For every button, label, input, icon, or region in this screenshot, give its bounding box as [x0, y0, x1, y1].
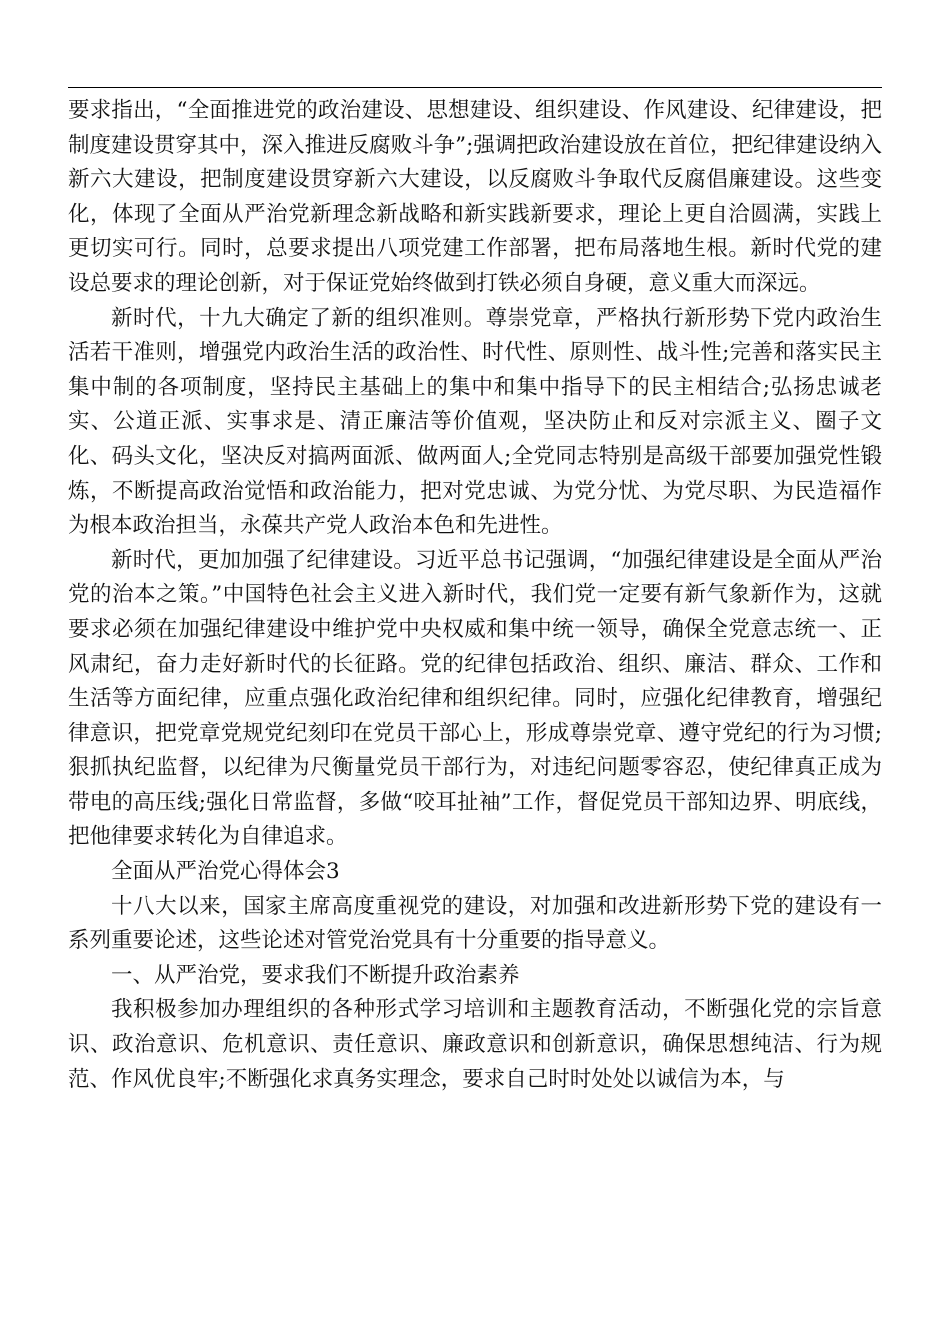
section-title: 全面从严治党心得体会3 — [111, 859, 340, 885]
header-rule — [68, 87, 882, 88]
paragraph-organization-rules: 新时代，十九大确定了新的组织准则。尊崇党章，严格执行新形势下党内政治生活若干准则，增强党内政治生活的政治性、时代性、原则性、战斗性;完善和落实民主集中制的各项制度，坚持民主基础上的集中和集中指导下的民主相结合;弘扬忠诚老实、公道正派、实事求是、清正廉洁等价值观，坚决防止和反对宗派主义、圈子文化、码头文化，坚决反对搞两面派、做两面人;全党同志特别是高级干部要加强党性锻炼，不断提高政治觉悟和政治能力，把对党忠诚、为党分忧、为党尽职、为民造福作为根本政治担当，永葆共产党人政治本色和先进性。 — [68, 305, 882, 539]
subheading-political-quality: 一、从严治党，要求我们不断提升政治素养 — [111, 962, 520, 988]
paragraph-discipline: 新时代，更加加强了纪律建设。习近平总书记强调，“加强纪律建设是全面从严治党的治本之策。”中国特色社会主义进入新时代，我们党一定要有新气象新作为，这就要求必须在加强纪律建设中维护党中央权威和集中统一领导，确保全党意志统一、正风肃纪，奋力走好新时代的长征路。党的纪律包括政治、组织、廉洁、群众、工作和生活等方面纪律，应重点强化政治纪律和组织纪律。同时，应强化纪律教育，增强纪律意识，把党章党规党纪刻印在党员干部心上，形成尊崇党章、遵守党纪的行为习惯;狠抓执纪监督，以纪律为尺衡量党员干部行为，对违纪问题零容忍，使纪律真正成为带电的高压线;强化日常监督，多做“咬耳扯袖”工作，督促党员干部知边界、明底线，把他律要求转化为自律追求。 — [68, 547, 882, 850]
paragraph-intro: 十八大以来，国家主席高度重视党的建设，对加强和改进新形势下党的建设有一系列重要论述，这些论述对管党治党具有十分重要的指导意义。 — [68, 893, 882, 954]
document-body — [68, 94, 882, 1097]
paragraph-continuation: 要求指出，“全面推进党的政治建设、思想建设、组织建设、作风建设、纪律建设，把制度建设贯穿其中，深入推进反腐败斗争”;强调把政治建设放在首位，把纪律建设纳入新六大建设，把制度建设贯穿新六大建设，以反腐败斗争取代反腐倡廉建设。这些变化，体现了全面从严治党新理念新战略和新实践新要求，理论上更自洽圆满，实践上更切实可行。同时，总要求提出八项党建工作部署，把布局落地生根。新时代党的建设总要求的理论创新，对于保证党始终做到打铁必须自身硬，意义重大而深远。 — [68, 98, 882, 296]
paragraph-study: 我积极参加办理组织的各种形式学习培训和主题教育活动，不断强化党的宗旨意识、政治意识、危机意识、责任意识、廉政意识和创新意识，确保思想纯洁、行为规范、作风优良牢;不断强化求真务实理念，要求自己时时处处以诚信为本，与 — [68, 997, 882, 1092]
